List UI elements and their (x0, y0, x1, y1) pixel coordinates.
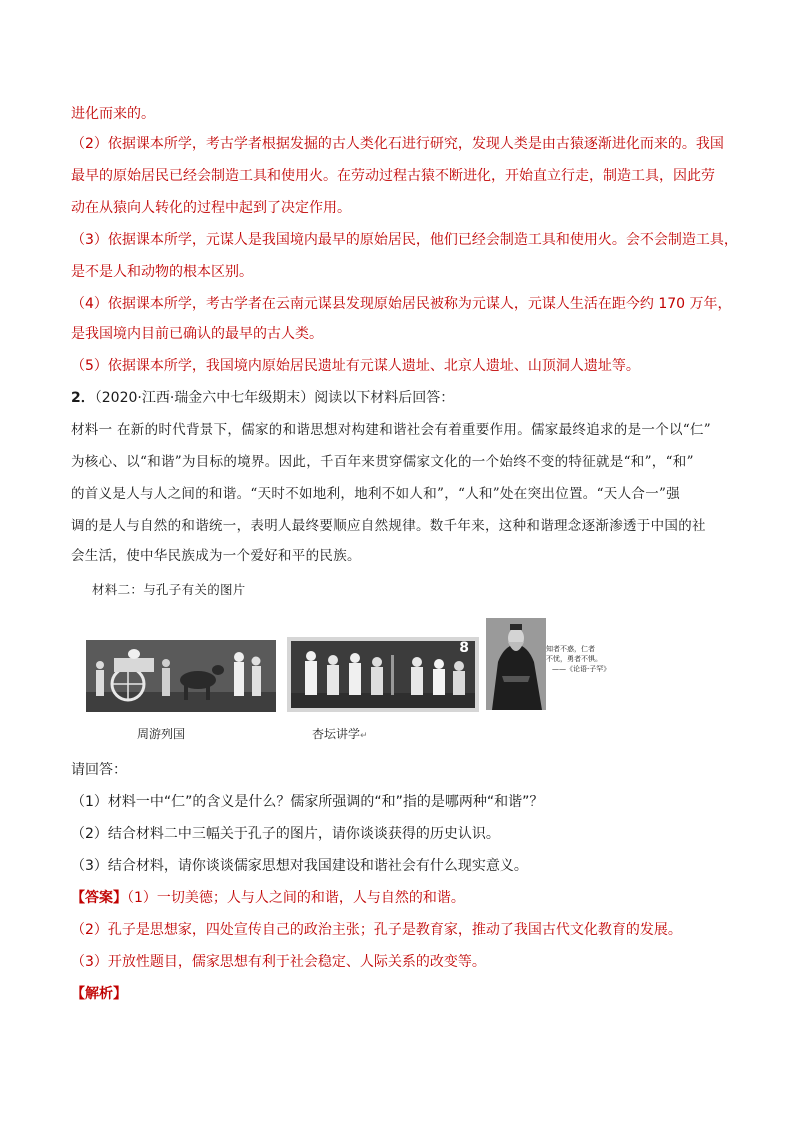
caption-xingtan-text: 杏坛讲学 (312, 727, 361, 741)
material1-line-1: 材料一 在新的时代背景下，儒家的和谐思想对构建和谐社会有着重要作用。儒家最终追求的是一个以“仁” (71, 422, 711, 438)
answer-tag: 【答案】 (71, 890, 127, 906)
material1-line-3: 的首义是人与人之间的和谐。“天时不如地利，地利不如人和”，“人和”处在突出位置。“天人合一”强 (71, 486, 681, 502)
answer-text-1: （1）一切美德；人与人之间的和谐，人与自然的和谐。 (127, 890, 465, 906)
confucius-quote-line-2: 不忧，勇者不惧。 (546, 655, 602, 663)
image-xingtan-jiangxue (287, 637, 479, 712)
intro-line-9: （5）依据课本所学，我国境内原始居民遗址有元谋人遗址、北京人遗址、山顶洞人遗址等。 (71, 358, 640, 374)
confucius-quote-line-1: 知者不惑，仁者 (546, 645, 595, 653)
answer-line-3: （3）开放性题目，儒家思想有利于社会稳定、人际关系的改变等。 (71, 954, 486, 970)
caption-xingtan-jiangxue (312, 726, 368, 744)
intro-line-4: 动在从猿向人转化的过程中起到了决定作用。 (71, 200, 351, 216)
intro-line-8: 是我国境内目前已确认的最早的古人类。 (71, 326, 323, 342)
answer-line-2: （2）孔子是思想家，四处宣传自己的政治主张；孔子是教育家，推动了我国古代文化教育的发展。 (71, 922, 682, 938)
intro-line-7: （4）依据课本所学，考古学者在云南元谋县发现原始居民被称为元谋人，元谋人生活在距今约 170 万年， (71, 296, 732, 312)
image-confucius-quote (484, 616, 620, 712)
intro-line-3: 最早的原始居民已经会制造工具和使用火。在劳动过程古猿不断进化，开始直立行走，制造工具，因此劳 (71, 168, 715, 184)
caption-zhouyou-lieguo: 周游列国 (137, 727, 186, 741)
answer-line-1 (71, 888, 734, 908)
intro-line-2: （2）依据课本所学，考古学者根据发掘的古人类化石进行研究，发现人类是由古猿逐渐进化而来的。我国 (71, 136, 724, 152)
question-stem-text: （2020·江西·瑞金六中七年级期末）阅读以下材料后回答： (94, 390, 455, 406)
intro-line-1: 进化而来的。 (71, 106, 155, 122)
question-2-stem (71, 388, 734, 408)
material2-label: 材料二：与孔子有关的图片 (92, 582, 246, 597)
material1-line-4: 调的是人与自然的和谐统一，表明人最终要顺应自然规律。数千年来，这种和谐理念逐渐渗透于中国的社 (71, 518, 706, 534)
sub-question-2: （2）结合材料二中三幅关于孔子的图片，请你谈谈获得的历史认识。 (71, 826, 500, 842)
stamp-value: 8 (459, 640, 469, 656)
ask-label: 请回答： (71, 762, 127, 778)
intro-line-6: 是不是人和动物的根本区别。 (71, 264, 253, 280)
analysis-tag: 【解析】 (71, 986, 127, 1002)
image-zhouyou-lieguo (86, 640, 276, 712)
material1-line-5: 会生活，使中华民族成为一个爱好和平的民族。 (71, 548, 361, 564)
confucius-quote-source: ——《论语·子罕》 (552, 665, 611, 673)
sub-question-3: （3）结合材料，请你谈谈儒家思想对我国建设和谐社会有什么现实意义。 (71, 858, 528, 874)
sub-question-1: （1）材料一中“仁”的含义是什么？儒家所强调的“和”指的是哪两种“和谐”？ (71, 794, 544, 810)
paragraph-mark: ↵ (360, 731, 368, 741)
material1-line-2: 为核心、以“和谐”为目标的境界。因此，千百年来贯穿儒家文化的一个始终不变的特征就是“和”，“和” (71, 454, 694, 470)
confucius-quote-block (546, 644, 618, 674)
question-number: 2． (71, 390, 95, 406)
intro-line-5: （3）依据课本所学，元谋人是我国境内最早的原始居民，他们已经会制造工具和使用火。会不会制造工具， (71, 232, 738, 248)
